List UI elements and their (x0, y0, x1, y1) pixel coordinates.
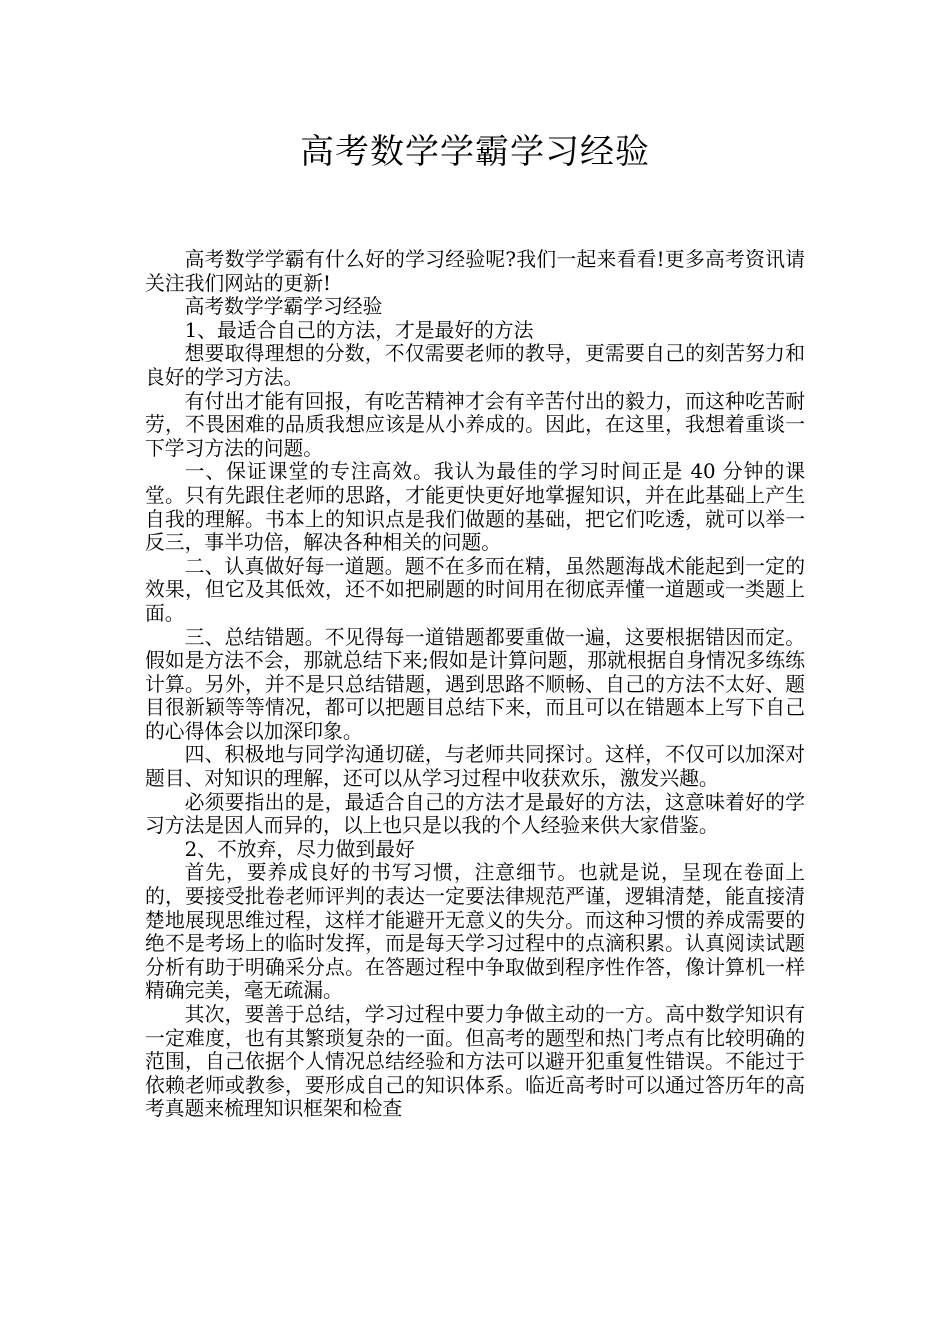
paragraph: 其次，要善于总结，学习过程中要力争做主动的一方。高中数学知识有一定难度，也有其繁琐复杂的一面。但高考的题型和热门考点有比较明确的范围，自己依据个人情况总结经验和方法可以避开犯重复性错误。不能过于依赖老师或教参，要形成自己的知识体系。临近高考时可以通过答历年的高考真题来梳理知识框架和检查 (145, 1003, 805, 1121)
paragraph: 四、积极地与同学沟通切磋，与老师共同探讨。这样，不仅可以加深对题目、对知识的理解，还可以从学习过程中收获欢乐，激发兴趣。 (145, 743, 805, 791)
paragraph: 三、总结错题。不见得每一道错题都要重做一遍，这要根据错因而定。假如是方法不会，那就总结下来;假如是计算问题，那就根据自身情况多练练计算。另外，并不是只总结错题，遇到思路不顺畅、自己的方法不太好、题目很新颖等等情况，都可以把题目总结下来，而且可以在错题本上写下自己的心得体会以加深印象。 (145, 625, 805, 743)
paragraph: 想要取得理想的分数，不仅需要老师的教导，更需要自己的刻苦努力和良好的学习方法。 (145, 342, 805, 389)
paragraph: 有付出才能有回报，有吃苦精神才会有辛苦付出的毅力，而这种吃苦耐劳，不畏困难的品质我想应该是从小养成的。因此，在这里，我想着重谈一下学习方法的问题。 (145, 389, 805, 460)
paragraph: 一、保证课堂的专注高效。我认为最佳的学习时间正是 40 分钟的课堂。只有先跟住老师的思路，才能更快更好地掌握知识，并在此基础上产生自我的理解。书本上的知识点是我们做题的基础，把它们吃透，就可以举一反三，事半功倍，解决各种相关的问题。 (145, 460, 805, 555)
paragraph: 二、认真做好每一道题。题不在多而在精，虽然题海战术能起到一定的效果，但它及其低效，还不如把刷题的时间用在彻底弄懂一道题或一类题上面。 (145, 554, 805, 625)
document-title: 高考数学学霸学习经验 (300, 132, 650, 172)
section-heading-2: 2、不放弃，尽力做到最好 (184, 837, 415, 861)
paragraph: 首先，要养成良好的书写习惯，注意细节。也就是说，呈现在卷面上的，要接受批卷老师评判的表达一定要法律规范严谨，逻辑清楚，能直接清楚地展现思维过程，这样才能避开无意义的失分。而这种习惯的养成需要的绝不是考场上的临时发挥，而是每天学习过程中的点滴积累。认真阅读试题分析有助于明确采分点。在答题过程中争取做到程序性作答，像计算机一样精确完美，毫无疏漏。 (145, 861, 805, 1003)
paragraph-intro: 高考数学学霸有什么好的学习经验呢?我们一起来看看!更多高考资讯请关注我们网站的更新! (145, 248, 805, 295)
paragraph-subtitle: 高考数学学霸学习经验 (184, 295, 383, 319)
paragraph: 必须要指出的是，最适合自己的方法才是最好的方法，这意味着好的学习方法是因人而异的，以上也只是以我的个人经验来供大家借鉴。 (145, 790, 805, 838)
document-body (145, 248, 805, 1121)
section-heading-1: 1、最适合自己的方法，才是最好的方法 (184, 318, 534, 342)
